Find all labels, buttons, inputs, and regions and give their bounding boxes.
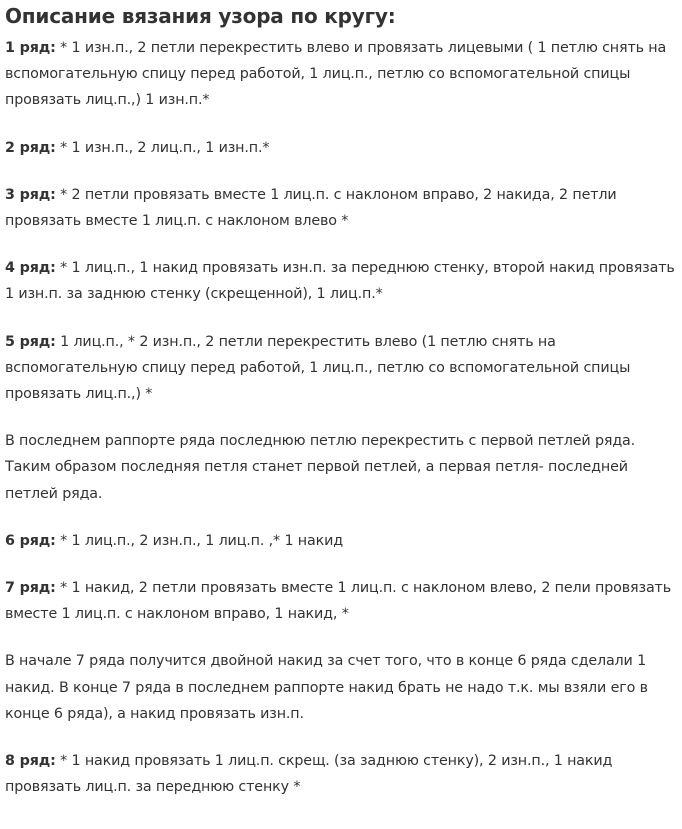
row-label: 7 ряд:: [5, 580, 56, 597]
row-text: * 1 изн.п., 2 петли перекрестить влево и провязать лицевыми ( 1 петлю снять на вспомогательную спицу перед работой, 1 лиц.п., петлю со вспомогательной спицы провязать лиц.п.,) 1 изн.п.*: [5, 40, 667, 109]
row-label: 3 ряд:: [5, 186, 56, 203]
row-label: 1 ряд:: [5, 40, 56, 56]
row-label: 6 ряд:: [5, 532, 56, 549]
row-label: 2 ряд:: [5, 139, 56, 156]
row-3-paragraph: [5, 182, 677, 234]
row-text: * 1 накид провязать 1 лиц.п. скрещ. (за заднюю стенку), 2 изн.п., 1 накид провязать лиц.п. за переднюю стенку *: [5, 753, 613, 796]
row-8-paragraph: [5, 748, 677, 800]
note-text: В начале 7 ряда получится двойной накид за счет того, что в конце 6 ряда сделали 1 накид. В конце 7 ряда в последнем раппорте накид брать не надо т.к. мы взяли его в конце 6 ряда), а накид провязать изн.п.: [5, 653, 648, 722]
row-text: * 1 лиц.п., 2 изн.п., 1 лиц.п. ,* 1 накид: [55, 532, 343, 549]
row-text: * 1 изн.п., 2 лиц.п., 1 изн.п.*: [55, 139, 270, 156]
note-paragraph: [5, 648, 677, 727]
row-text: * 2 петли провязать вместе 1 лиц.п. с наклоном вправо, 2 накида, 2 петли провязать вместе 1 лиц.п. с наклоном влево *: [5, 186, 617, 230]
row-2-paragraph: [5, 135, 677, 161]
row-label: 4 ряд:: [5, 260, 56, 277]
row-text: * 1 лиц.п., 1 накид провязать изн.п. за переднюю стенку, второй накид провязать 1 изн.п. за заднюю стенку (скрещенной), 1 лиц.п.*: [5, 260, 675, 303]
row-6-paragraph: [5, 528, 677, 554]
note-text: В последнем раппорте ряда последнюю петлю перекрестить с первой петлей ряда. Таким образом последняя петля станет первой петлей, а первая петля- последней петлей ряда.: [5, 433, 636, 502]
row-text: * 1 накид, 2 петли провязать вместе 1 лиц.п. с наклоном влево, 2 пели провязать вместе 1 лиц.п. с наклоном вправо, 1 накид, *: [5, 580, 672, 623]
row-text: 1 лиц.п., * 2 изн.п., 2 петли перекрестить влево (1 петлю снять на вспомогательную спицу перед работой, 1 лиц.п., петлю со вспомогательной спицы провязать лиц.п.,) *: [5, 333, 631, 403]
row-1-paragraph: [5, 35, 677, 114]
row-label: 8 ряд:: [5, 753, 56, 770]
row-4-paragraph: [5, 255, 677, 307]
note-paragraph: [5, 428, 677, 507]
row-5-paragraph: [5, 329, 677, 408]
row-7-paragraph: [5, 575, 677, 627]
page-title: Описание вязания узора по кругу:: [5, 4, 396, 28]
row-label: 5 ряд:: [5, 333, 56, 350]
